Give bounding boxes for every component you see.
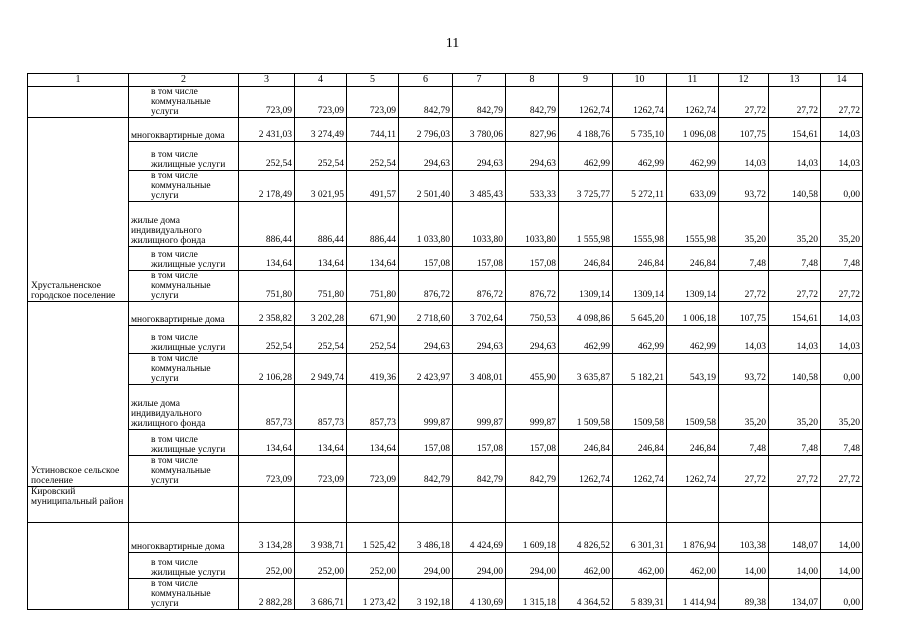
value-cell: 1 509,58 <box>559 385 613 430</box>
value-cell: 671,90 <box>347 302 399 326</box>
value-cell: 876,72 <box>506 271 559 302</box>
table-row <box>28 326 863 354</box>
value-cell: 27,72 <box>821 271 863 302</box>
value-cell: 1033,80 <box>453 202 506 247</box>
category-cell: жилые дома индивидуального жилищного фонда <box>129 385 239 430</box>
value-cell: 842,79 <box>399 87 453 118</box>
value-cell: 723,09 <box>347 456 399 487</box>
category-cell: в том числе коммунальные услуги <box>129 271 239 302</box>
value-cell: 462,99 <box>559 326 613 354</box>
value-cell: 246,84 <box>559 247 613 271</box>
value-cell: 157,08 <box>506 430 559 456</box>
value-cell: 857,73 <box>239 385 295 430</box>
value-cell: 134,64 <box>347 247 399 271</box>
value-cell: 999,87 <box>399 385 453 430</box>
page-number: 11 <box>445 36 460 51</box>
category-cell <box>129 487 239 523</box>
value-cell: 533,33 <box>506 171 559 202</box>
value-cell: 3 486,18 <box>399 523 453 553</box>
value-cell: 35,20 <box>769 202 821 247</box>
value-cell: 134,64 <box>295 430 347 456</box>
value-cell: 294,63 <box>399 142 453 171</box>
value-cell: 462,99 <box>559 142 613 171</box>
value-cell: 35,20 <box>719 202 769 247</box>
value-cell: 3 780,06 <box>453 118 506 142</box>
value-cell: 107,75 <box>719 302 769 326</box>
value-cell: 419,36 <box>347 354 399 385</box>
header-cell: 4 <box>295 74 347 87</box>
value-cell: 134,64 <box>239 430 295 456</box>
header-cell: 10 <box>613 74 667 87</box>
table-row <box>28 354 863 385</box>
value-cell: 723,09 <box>295 456 347 487</box>
value-cell: 3 202,28 <box>295 302 347 326</box>
value-cell <box>613 487 667 523</box>
value-cell: 3 635,87 <box>559 354 613 385</box>
value-cell: 14,00 <box>821 553 863 579</box>
category-cell: в том числе коммунальные услуги <box>129 87 239 118</box>
value-cell <box>667 487 719 523</box>
header-cell: 13 <box>769 74 821 87</box>
table-row <box>28 430 863 456</box>
region-cell: Кировский муниципальный район <box>28 487 129 523</box>
value-cell: 1509,58 <box>667 385 719 430</box>
value-cell: 14,00 <box>769 553 821 579</box>
value-cell: 876,72 <box>453 271 506 302</box>
value-cell: 157,08 <box>399 430 453 456</box>
value-cell: 723,09 <box>239 87 295 118</box>
value-cell <box>506 487 559 523</box>
value-cell: 1509,58 <box>613 385 667 430</box>
value-cell: 1262,74 <box>559 87 613 118</box>
value-cell: 0,00 <box>821 354 863 385</box>
category-cell: в том числе коммунальные услуги <box>129 171 239 202</box>
value-cell: 294,63 <box>453 142 506 171</box>
value-cell: 3 134,28 <box>239 523 295 553</box>
value-cell: 886,44 <box>239 202 295 247</box>
value-cell: 134,64 <box>295 247 347 271</box>
category-cell: в том числе коммунальные услуги <box>129 354 239 385</box>
value-cell: 1309,14 <box>559 271 613 302</box>
value-cell: 93,72 <box>719 171 769 202</box>
category-cell: в том числе жилищные услуги <box>129 553 239 579</box>
header-cell: 14 <box>821 74 863 87</box>
header-cell: 6 <box>399 74 453 87</box>
value-cell: 294,63 <box>506 142 559 171</box>
value-cell: 246,84 <box>613 247 667 271</box>
region-cell: Хрустальненское городское поселение <box>28 118 129 302</box>
value-cell: 2 178,49 <box>239 171 295 202</box>
table-row <box>28 456 863 487</box>
table-row <box>28 553 863 579</box>
header-row <box>28 74 863 87</box>
value-cell: 857,73 <box>295 385 347 430</box>
value-cell: 3 408,01 <box>453 354 506 385</box>
value-cell <box>295 487 347 523</box>
value-cell: 751,80 <box>239 271 295 302</box>
value-cell: 5 735,10 <box>613 118 667 142</box>
value-cell: 462,99 <box>667 326 719 354</box>
value-cell: 999,87 <box>453 385 506 430</box>
value-cell: 14,03 <box>769 326 821 354</box>
value-cell: 462,99 <box>613 142 667 171</box>
value-cell: 842,79 <box>399 456 453 487</box>
value-cell <box>769 487 821 523</box>
value-cell <box>347 487 399 523</box>
value-cell: 27,72 <box>821 456 863 487</box>
header-cell: 9 <box>559 74 613 87</box>
value-cell: 252,54 <box>347 326 399 354</box>
value-cell: 35,20 <box>821 385 863 430</box>
value-cell: 2 423,97 <box>399 354 453 385</box>
region-cell: Устиновское сельское поселение <box>28 302 129 487</box>
value-cell: 246,84 <box>667 430 719 456</box>
value-cell: 294,63 <box>453 326 506 354</box>
value-cell: 1 315,18 <box>506 579 559 610</box>
value-cell: 0,00 <box>821 171 863 202</box>
header-cell: 8 <box>506 74 559 87</box>
value-cell: 543,19 <box>667 354 719 385</box>
value-cell: 7,48 <box>719 430 769 456</box>
value-cell: 27,72 <box>769 87 821 118</box>
category-cell: в том числе жилищные услуги <box>129 430 239 456</box>
value-cell: 140,58 <box>769 171 821 202</box>
value-cell: 4 424,69 <box>453 523 506 553</box>
header-cell: 7 <box>453 74 506 87</box>
value-cell: 1262,74 <box>613 87 667 118</box>
value-cell: 1309,14 <box>613 271 667 302</box>
value-cell: 246,84 <box>559 430 613 456</box>
value-cell: 744,11 <box>347 118 399 142</box>
value-cell: 3 938,71 <box>295 523 347 553</box>
value-cell: 14,03 <box>719 142 769 171</box>
table-row <box>28 487 863 523</box>
category-cell: жилые дома индивидуального жилищного фонда <box>129 202 239 247</box>
table-row <box>28 171 863 202</box>
value-cell: 999,87 <box>506 385 559 430</box>
value-cell: 252,00 <box>295 553 347 579</box>
category-cell: в том числе коммунальные услуги <box>129 579 239 610</box>
category-cell: в том числе жилищные услуги <box>129 142 239 171</box>
value-cell <box>821 487 863 523</box>
value-cell: 1309,14 <box>667 271 719 302</box>
category-cell: многоквартирные дома <box>129 118 239 142</box>
value-cell: 154,61 <box>769 302 821 326</box>
value-cell <box>453 487 506 523</box>
value-cell: 4 364,52 <box>559 579 613 610</box>
table-row <box>28 87 863 118</box>
header-cell: 11 <box>667 74 719 87</box>
value-cell: 6 301,31 <box>613 523 667 553</box>
value-cell: 2 358,82 <box>239 302 295 326</box>
category-cell: в том числе коммунальные услуги <box>129 456 239 487</box>
category-cell: многоквартирные дома <box>129 302 239 326</box>
table-row <box>28 118 863 142</box>
value-cell: 5 645,20 <box>613 302 667 326</box>
value-cell: 842,79 <box>453 456 506 487</box>
value-cell: 2 882,28 <box>239 579 295 610</box>
value-cell: 462,99 <box>667 142 719 171</box>
value-cell: 3 485,43 <box>453 171 506 202</box>
category-cell: многоквартирные дома <box>129 523 239 553</box>
value-cell: 751,80 <box>347 271 399 302</box>
value-cell: 827,96 <box>506 118 559 142</box>
value-cell <box>559 487 613 523</box>
value-cell: 5 272,11 <box>613 171 667 202</box>
value-cell: 7,48 <box>719 247 769 271</box>
value-cell: 857,73 <box>347 385 399 430</box>
value-cell: 27,72 <box>719 87 769 118</box>
table-row <box>28 247 863 271</box>
value-cell: 750,53 <box>506 302 559 326</box>
value-cell: 2 106,28 <box>239 354 295 385</box>
value-cell: 1555,98 <box>667 202 719 247</box>
value-cell <box>399 487 453 523</box>
value-cell: 491,57 <box>347 171 399 202</box>
value-cell: 27,72 <box>769 456 821 487</box>
value-cell: 2 501,40 <box>399 171 453 202</box>
value-cell: 455,90 <box>506 354 559 385</box>
table-row <box>28 523 863 553</box>
value-cell: 294,00 <box>399 553 453 579</box>
value-cell: 252,00 <box>239 553 295 579</box>
value-cell: 140,58 <box>769 354 821 385</box>
value-cell: 14,03 <box>821 326 863 354</box>
value-cell: 154,61 <box>769 118 821 142</box>
value-cell: 3 192,18 <box>399 579 453 610</box>
value-cell: 1 033,80 <box>399 202 453 247</box>
value-cell: 1262,74 <box>667 87 719 118</box>
region-cell <box>28 523 129 610</box>
value-cell: 157,08 <box>506 247 559 271</box>
value-cell: 35,20 <box>821 202 863 247</box>
value-cell: 2 796,03 <box>399 118 453 142</box>
value-cell: 27,72 <box>719 271 769 302</box>
value-cell: 7,48 <box>769 247 821 271</box>
value-cell: 723,09 <box>239 456 295 487</box>
region-cell <box>28 87 129 118</box>
value-cell: 252,00 <box>347 553 399 579</box>
header-cell: 3 <box>239 74 295 87</box>
value-cell: 2 949,74 <box>295 354 347 385</box>
value-cell: 5 182,21 <box>613 354 667 385</box>
table-row <box>28 271 863 302</box>
value-cell: 103,38 <box>719 523 769 553</box>
table-body <box>28 87 863 610</box>
value-cell: 252,54 <box>347 142 399 171</box>
value-cell: 886,44 <box>295 202 347 247</box>
value-cell: 1033,80 <box>506 202 559 247</box>
value-cell: 1 414,94 <box>667 579 719 610</box>
value-cell: 3 686,71 <box>295 579 347 610</box>
value-cell: 876,72 <box>399 271 453 302</box>
header-cell: 12 <box>719 74 769 87</box>
value-cell: 14,03 <box>821 142 863 171</box>
value-cell: 294,00 <box>506 553 559 579</box>
value-cell: 1 006,18 <box>667 302 719 326</box>
value-cell: 246,84 <box>613 430 667 456</box>
value-cell: 35,20 <box>769 385 821 430</box>
value-cell: 3 274,49 <box>295 118 347 142</box>
value-cell: 14,00 <box>719 553 769 579</box>
value-cell: 751,80 <box>295 271 347 302</box>
value-cell: 14,00 <box>821 523 863 553</box>
value-cell: 27,72 <box>821 87 863 118</box>
value-cell: 842,79 <box>506 87 559 118</box>
value-cell: 1262,74 <box>667 456 719 487</box>
value-cell: 134,64 <box>347 430 399 456</box>
value-cell: 4 098,86 <box>559 302 613 326</box>
table-row <box>28 385 863 430</box>
value-cell: 134,07 <box>769 579 821 610</box>
value-cell: 252,54 <box>239 326 295 354</box>
value-cell: 842,79 <box>453 87 506 118</box>
value-cell: 3 725,77 <box>559 171 613 202</box>
value-cell: 157,08 <box>453 247 506 271</box>
value-cell: 294,63 <box>506 326 559 354</box>
value-cell: 252,54 <box>239 142 295 171</box>
value-cell: 886,44 <box>347 202 399 247</box>
value-cell: 27,72 <box>719 456 769 487</box>
value-cell: 1 525,42 <box>347 523 399 553</box>
value-cell: 2 718,60 <box>399 302 453 326</box>
value-cell: 246,84 <box>667 247 719 271</box>
value-cell: 294,00 <box>453 553 506 579</box>
value-cell: 1 609,18 <box>506 523 559 553</box>
value-cell: 7,48 <box>821 247 863 271</box>
value-cell: 1 876,94 <box>667 523 719 553</box>
value-cell: 27,72 <box>769 271 821 302</box>
value-cell: 252,54 <box>295 142 347 171</box>
table-row <box>28 142 863 171</box>
value-cell: 294,63 <box>399 326 453 354</box>
value-cell: 842,79 <box>506 456 559 487</box>
value-cell: 7,48 <box>769 430 821 456</box>
value-cell: 14,03 <box>821 118 863 142</box>
value-cell: 1 555,98 <box>559 202 613 247</box>
value-cell: 1 273,42 <box>347 579 399 610</box>
value-cell: 3 702,64 <box>453 302 506 326</box>
value-cell: 723,09 <box>347 87 399 118</box>
table-row <box>28 579 863 610</box>
value-cell: 93,72 <box>719 354 769 385</box>
value-cell: 462,00 <box>559 553 613 579</box>
header-cell: 5 <box>347 74 399 87</box>
category-cell: в том числе жилищные услуги <box>129 326 239 354</box>
value-cell: 633,09 <box>667 171 719 202</box>
value-cell: 1555,98 <box>613 202 667 247</box>
table-row <box>28 202 863 247</box>
value-cell: 2 431,03 <box>239 118 295 142</box>
value-cell: 3 021,95 <box>295 171 347 202</box>
value-cell: 14,03 <box>719 326 769 354</box>
value-cell: 7,48 <box>821 430 863 456</box>
value-cell: 252,54 <box>295 326 347 354</box>
header-cell: 2 <box>129 74 239 87</box>
value-cell: 107,75 <box>719 118 769 142</box>
header-cell: 1 <box>28 74 129 87</box>
value-cell: 1262,74 <box>559 456 613 487</box>
value-cell: 14,03 <box>769 142 821 171</box>
value-cell <box>239 487 295 523</box>
value-cell: 14,03 <box>821 302 863 326</box>
value-cell: 4 188,76 <box>559 118 613 142</box>
value-cell: 0,00 <box>821 579 863 610</box>
value-cell: 1 096,08 <box>667 118 719 142</box>
value-cell: 723,09 <box>295 87 347 118</box>
category-cell: в том числе жилищные услуги <box>129 247 239 271</box>
table-row <box>28 302 863 326</box>
value-cell: 148,07 <box>769 523 821 553</box>
value-cell <box>719 487 769 523</box>
value-cell: 4 130,69 <box>453 579 506 610</box>
value-cell: 5 839,31 <box>613 579 667 610</box>
value-cell: 4 826,52 <box>559 523 613 553</box>
value-cell: 157,08 <box>453 430 506 456</box>
value-cell: 462,99 <box>613 326 667 354</box>
value-cell: 1262,74 <box>613 456 667 487</box>
value-cell: 134,64 <box>239 247 295 271</box>
value-cell: 89,38 <box>719 579 769 610</box>
tariff-table <box>27 73 863 610</box>
value-cell: 462,00 <box>667 553 719 579</box>
value-cell: 35,20 <box>719 385 769 430</box>
value-cell: 157,08 <box>399 247 453 271</box>
value-cell: 462,00 <box>613 553 667 579</box>
